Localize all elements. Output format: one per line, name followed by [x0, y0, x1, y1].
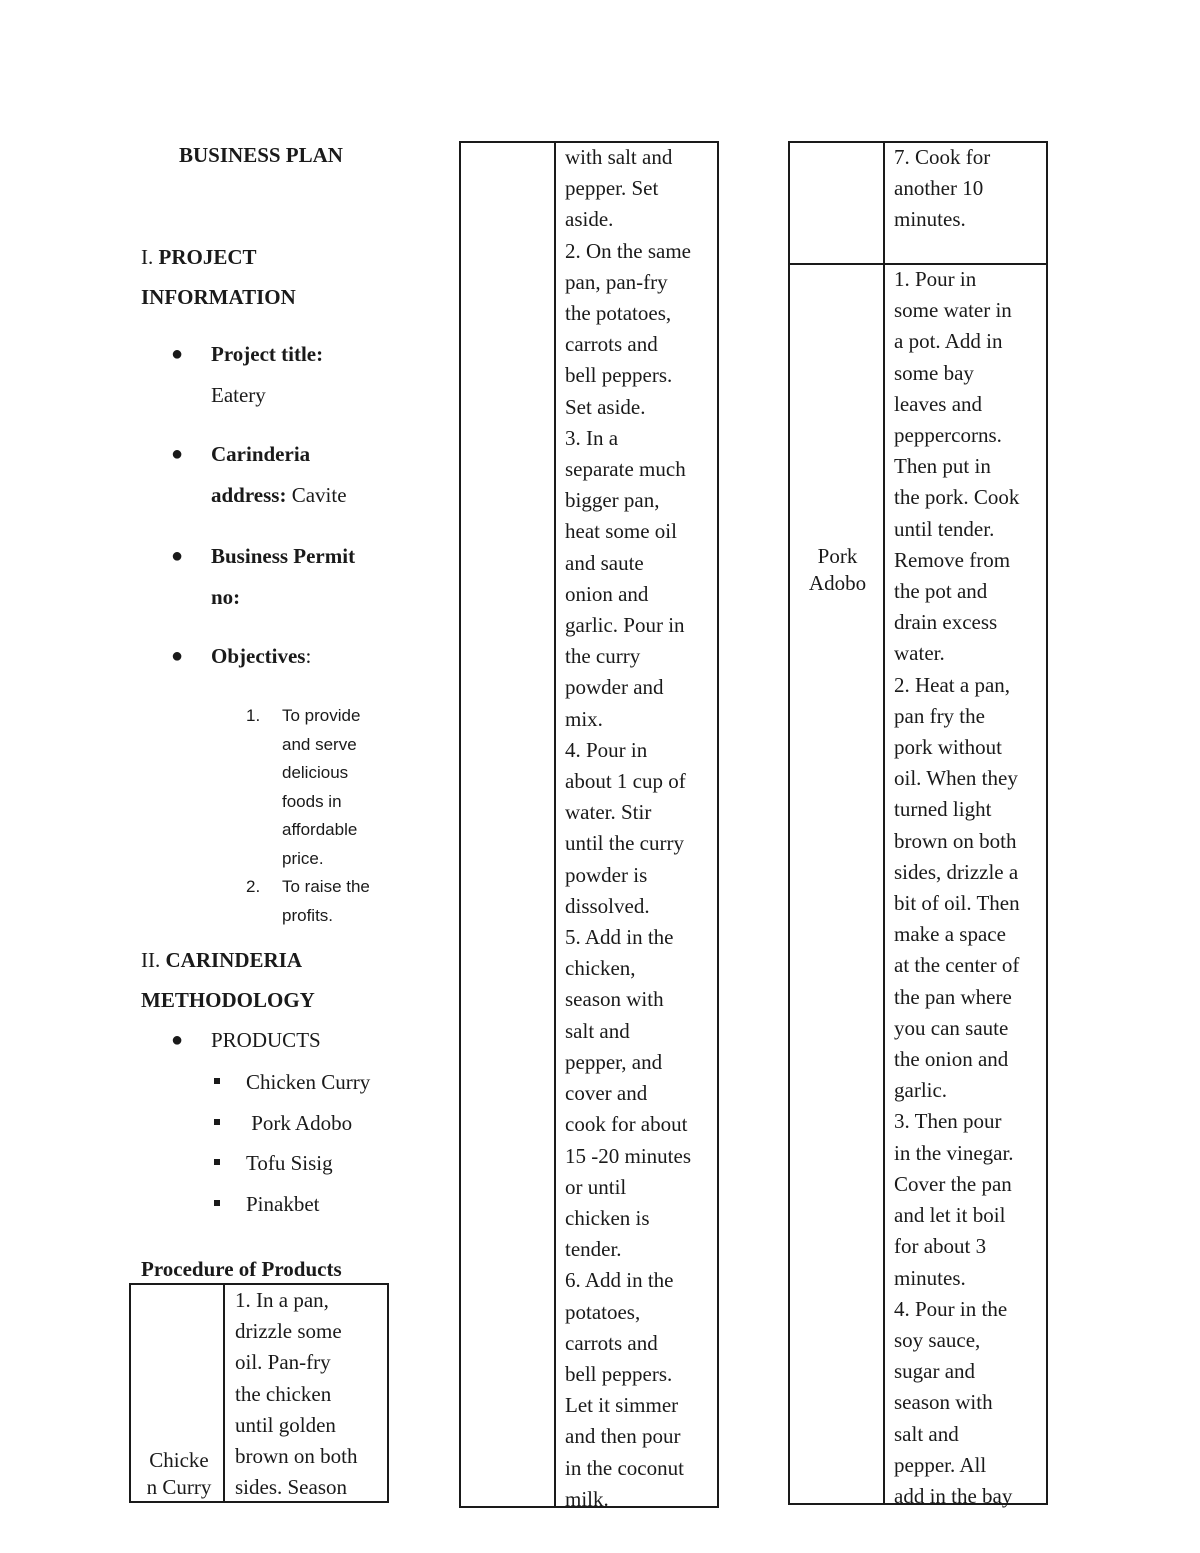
bullet-dot-icon: ●	[171, 443, 184, 465]
objective-line: and serve	[282, 734, 357, 754]
table-divider	[883, 143, 885, 1503]
objective-line: delicious	[282, 763, 349, 782]
procedure-line: 5. Add in the	[565, 925, 674, 950]
objective-item	[246, 702, 396, 873]
procedure-line: tender.	[565, 1237, 622, 1262]
address-label-line1: Carinderia	[211, 442, 311, 466]
objective-number: 2.	[246, 877, 261, 896]
procedure-line: potatoes,	[565, 1299, 641, 1324]
procedure-line: about 1 cup of	[565, 769, 686, 794]
product-item: Pinakbet	[212, 1184, 370, 1225]
procedure-line: you can saute	[894, 1015, 1009, 1040]
objective-line: To provide	[282, 706, 361, 725]
procedure-line: another 10	[894, 176, 984, 201]
permit-label-line2: no:	[211, 585, 241, 609]
section-number: I.	[141, 245, 154, 269]
procedure-line: heat some oil	[565, 519, 677, 544]
procedure-line: water.	[894, 641, 945, 666]
procedure-line: and then pour	[565, 1424, 681, 1449]
procedure-line: onion and	[565, 581, 649, 606]
procedure-line: carrots and	[565, 1330, 658, 1355]
project-title-value: Eatery	[211, 383, 266, 407]
procedure-line: 1. Pour in	[894, 267, 977, 291]
procedure-line: chicken,	[565, 956, 636, 981]
project-title-label: Project title:	[211, 342, 324, 366]
procedure-line: some water in	[894, 298, 1012, 323]
procedure-line: 2. On the same	[565, 238, 691, 263]
procedure-line: cook for about	[565, 1112, 688, 1137]
procedure-line: oil. When they	[894, 766, 1018, 791]
square-bullet-icon	[214, 1159, 220, 1165]
product-item: Tofu Sisig	[212, 1143, 370, 1184]
procedure-line: bell peppers.	[565, 1361, 673, 1386]
procedure-line: aside.	[565, 207, 614, 232]
procedure-line: season with	[565, 987, 664, 1012]
objectives-colon: :	[305, 644, 312, 668]
products-label: PRODUCTS	[211, 1028, 321, 1052]
objectives-label: Objectives	[211, 644, 306, 668]
procedure-line: for about 3	[894, 1234, 987, 1259]
procedure-line: and saute	[565, 550, 644, 575]
procedure-line: soy sauce,	[894, 1327, 981, 1352]
procedure-line: pork without	[894, 735, 1002, 760]
procedure-line: turned light	[894, 797, 992, 822]
section-title-line2: INFORMATION	[141, 285, 296, 309]
procedure-line: 3. Then pour	[894, 1109, 1002, 1134]
procedure-line: pepper, and	[565, 1049, 663, 1074]
procedure-line: bigger pan,	[565, 488, 660, 513]
objective-line: foods in	[282, 791, 342, 811]
procedure-line: minutes.	[894, 207, 966, 232]
procedure-line: 4. Pour in	[565, 737, 648, 762]
procedure-table-pork-adobo	[788, 141, 1048, 1508]
address-label-line2: address:	[211, 483, 287, 507]
procedure-table-chicken-curry-continued	[459, 141, 719, 1511]
procedure-line: the potatoes,	[565, 301, 672, 326]
bullet-dot-icon: ●	[171, 1029, 184, 1051]
procedure-line: sugar and	[894, 1359, 976, 1384]
procedure-line: peppercorns.	[894, 423, 1002, 448]
procedure-line: season with	[894, 1390, 993, 1415]
product-label-cell: Chicke n Curry	[146, 1448, 212, 1499]
procedure-line: cover and	[565, 1081, 648, 1106]
procedure-line: the pot and	[894, 579, 988, 604]
procedure-line: chicken is	[565, 1205, 650, 1230]
square-bullet-icon	[214, 1200, 220, 1206]
procedure-text-cell: 1. In a pan, drizzle some oil. Pan-fry the chicken until golden brown on both sides. Season	[235, 1288, 358, 1500]
procedure-line: or until	[565, 1174, 627, 1199]
procedure-text-cell	[894, 264, 1046, 1512]
procedure-line: pepper. Set	[565, 176, 659, 201]
bullet-dot-icon: ●	[171, 545, 184, 567]
section-title-line1: PROJECT	[158, 245, 257, 269]
procedure-line: powder is	[565, 862, 648, 887]
square-bullet-icon	[214, 1119, 220, 1125]
procedure-line: salt and	[565, 1018, 630, 1043]
procedure-line: the pork. Cook	[894, 485, 1020, 510]
procedure-line: at the center of	[894, 953, 1020, 978]
product-item: Chicken Curry	[212, 1062, 370, 1103]
procedure-line: garlic.	[894, 1078, 948, 1103]
procedure-line: pepper. All	[894, 1452, 987, 1477]
procedure-line: some bay	[894, 360, 974, 385]
procedure-line: the onion and	[894, 1047, 1009, 1072]
procedure-line: and let it boil	[894, 1203, 1006, 1228]
objectives-list	[246, 702, 396, 930]
objective-line: To raise the	[282, 877, 370, 896]
objective-item	[246, 873, 396, 930]
procedure-line: Remove from	[894, 547, 1011, 572]
procedure-line: add in the bay	[894, 1483, 1013, 1508]
procedure-line: the curry	[565, 644, 641, 669]
procedure-line: drain excess	[894, 610, 998, 635]
procedure-line: until the curry	[565, 831, 684, 856]
bullet-dot-icon: ●	[171, 645, 184, 667]
procedure-line: pan, pan-fry	[565, 269, 668, 294]
procedure-line: 7. Cook for	[894, 145, 991, 169]
procedure-line: leaves and	[894, 391, 983, 416]
products-list	[212, 1062, 370, 1224]
procedure-line: 15 -20 minutes	[565, 1143, 691, 1168]
procedure-line: with salt and	[565, 145, 673, 169]
objective-number: 1.	[246, 706, 261, 725]
procedure-line: carrots and	[565, 332, 658, 357]
procedure-line: until tender.	[894, 516, 995, 541]
procedure-line: water. Stir	[565, 800, 652, 825]
procedure-line: the pan where	[894, 984, 1012, 1009]
procedure-text-cell	[565, 142, 715, 1515]
procedure-line: 2. Heat a pan,	[894, 672, 1011, 697]
procedure-line: sides, drizzle a	[894, 859, 1019, 884]
document-title: BUSINESS PLAN	[179, 143, 343, 167]
permit-label-line1: Business Permit	[211, 544, 356, 568]
procedure-table-chicken-curry	[129, 1283, 389, 1503]
section-title-line1: CARINDERIA	[165, 948, 303, 972]
procedure-line: powder and	[565, 675, 664, 700]
procedure-line: 3. In a	[565, 425, 619, 450]
table-divider	[554, 143, 556, 1506]
procedure-line: bell peppers.	[565, 363, 673, 388]
product-item: Pork Adobo	[212, 1103, 370, 1144]
procedure-line: bit of oil. Then	[894, 891, 1020, 916]
procedure-line: Then put in	[894, 454, 991, 479]
procedure-line: in the coconut	[565, 1455, 684, 1480]
procedure-line: mix.	[565, 706, 603, 731]
procedure-line: garlic. Pour in	[565, 613, 685, 638]
product-label-cell: Pork Adobo	[808, 544, 867, 595]
address-value: Cavite	[291, 483, 347, 507]
procedure-line: a pot. Add in	[894, 329, 1003, 354]
procedure-line: make a space	[894, 922, 1006, 947]
section-project-information	[141, 237, 296, 317]
procedure-line: salt and	[894, 1421, 959, 1446]
procedure-line: minutes.	[894, 1265, 966, 1290]
section-carinderia-methodology	[141, 940, 315, 1020]
procedure-line: Cover the pan	[894, 1171, 1012, 1196]
procedure-line: 4. Pour in the	[894, 1296, 1008, 1321]
section-title-line2: METHODOLOGY	[141, 988, 315, 1012]
section-number: II.	[141, 948, 161, 972]
procedure-line: in the vinegar.	[894, 1140, 1014, 1165]
procedure-line: milk.	[565, 1486, 609, 1511]
procedure-title: Procedure of Products	[141, 1257, 342, 1281]
table-divider	[223, 1285, 225, 1501]
objective-line: profits.	[282, 905, 334, 925]
procedure-line: brown on both	[894, 828, 1017, 853]
objective-line: affordable	[282, 820, 358, 839]
procedure-line: Set aside.	[565, 394, 646, 419]
bullet-dot-icon: ●	[171, 343, 184, 365]
square-bullet-icon	[214, 1078, 220, 1084]
objective-line: price.	[282, 848, 324, 868]
procedure-line: pan fry the	[894, 703, 985, 728]
procedure-line: 6. Add in the	[565, 1268, 674, 1293]
procedure-line: Let it simmer	[565, 1393, 679, 1418]
procedure-line: separate much	[565, 457, 686, 482]
procedure-text-cell	[894, 142, 1046, 236]
procedure-line: dissolved.	[565, 893, 650, 918]
